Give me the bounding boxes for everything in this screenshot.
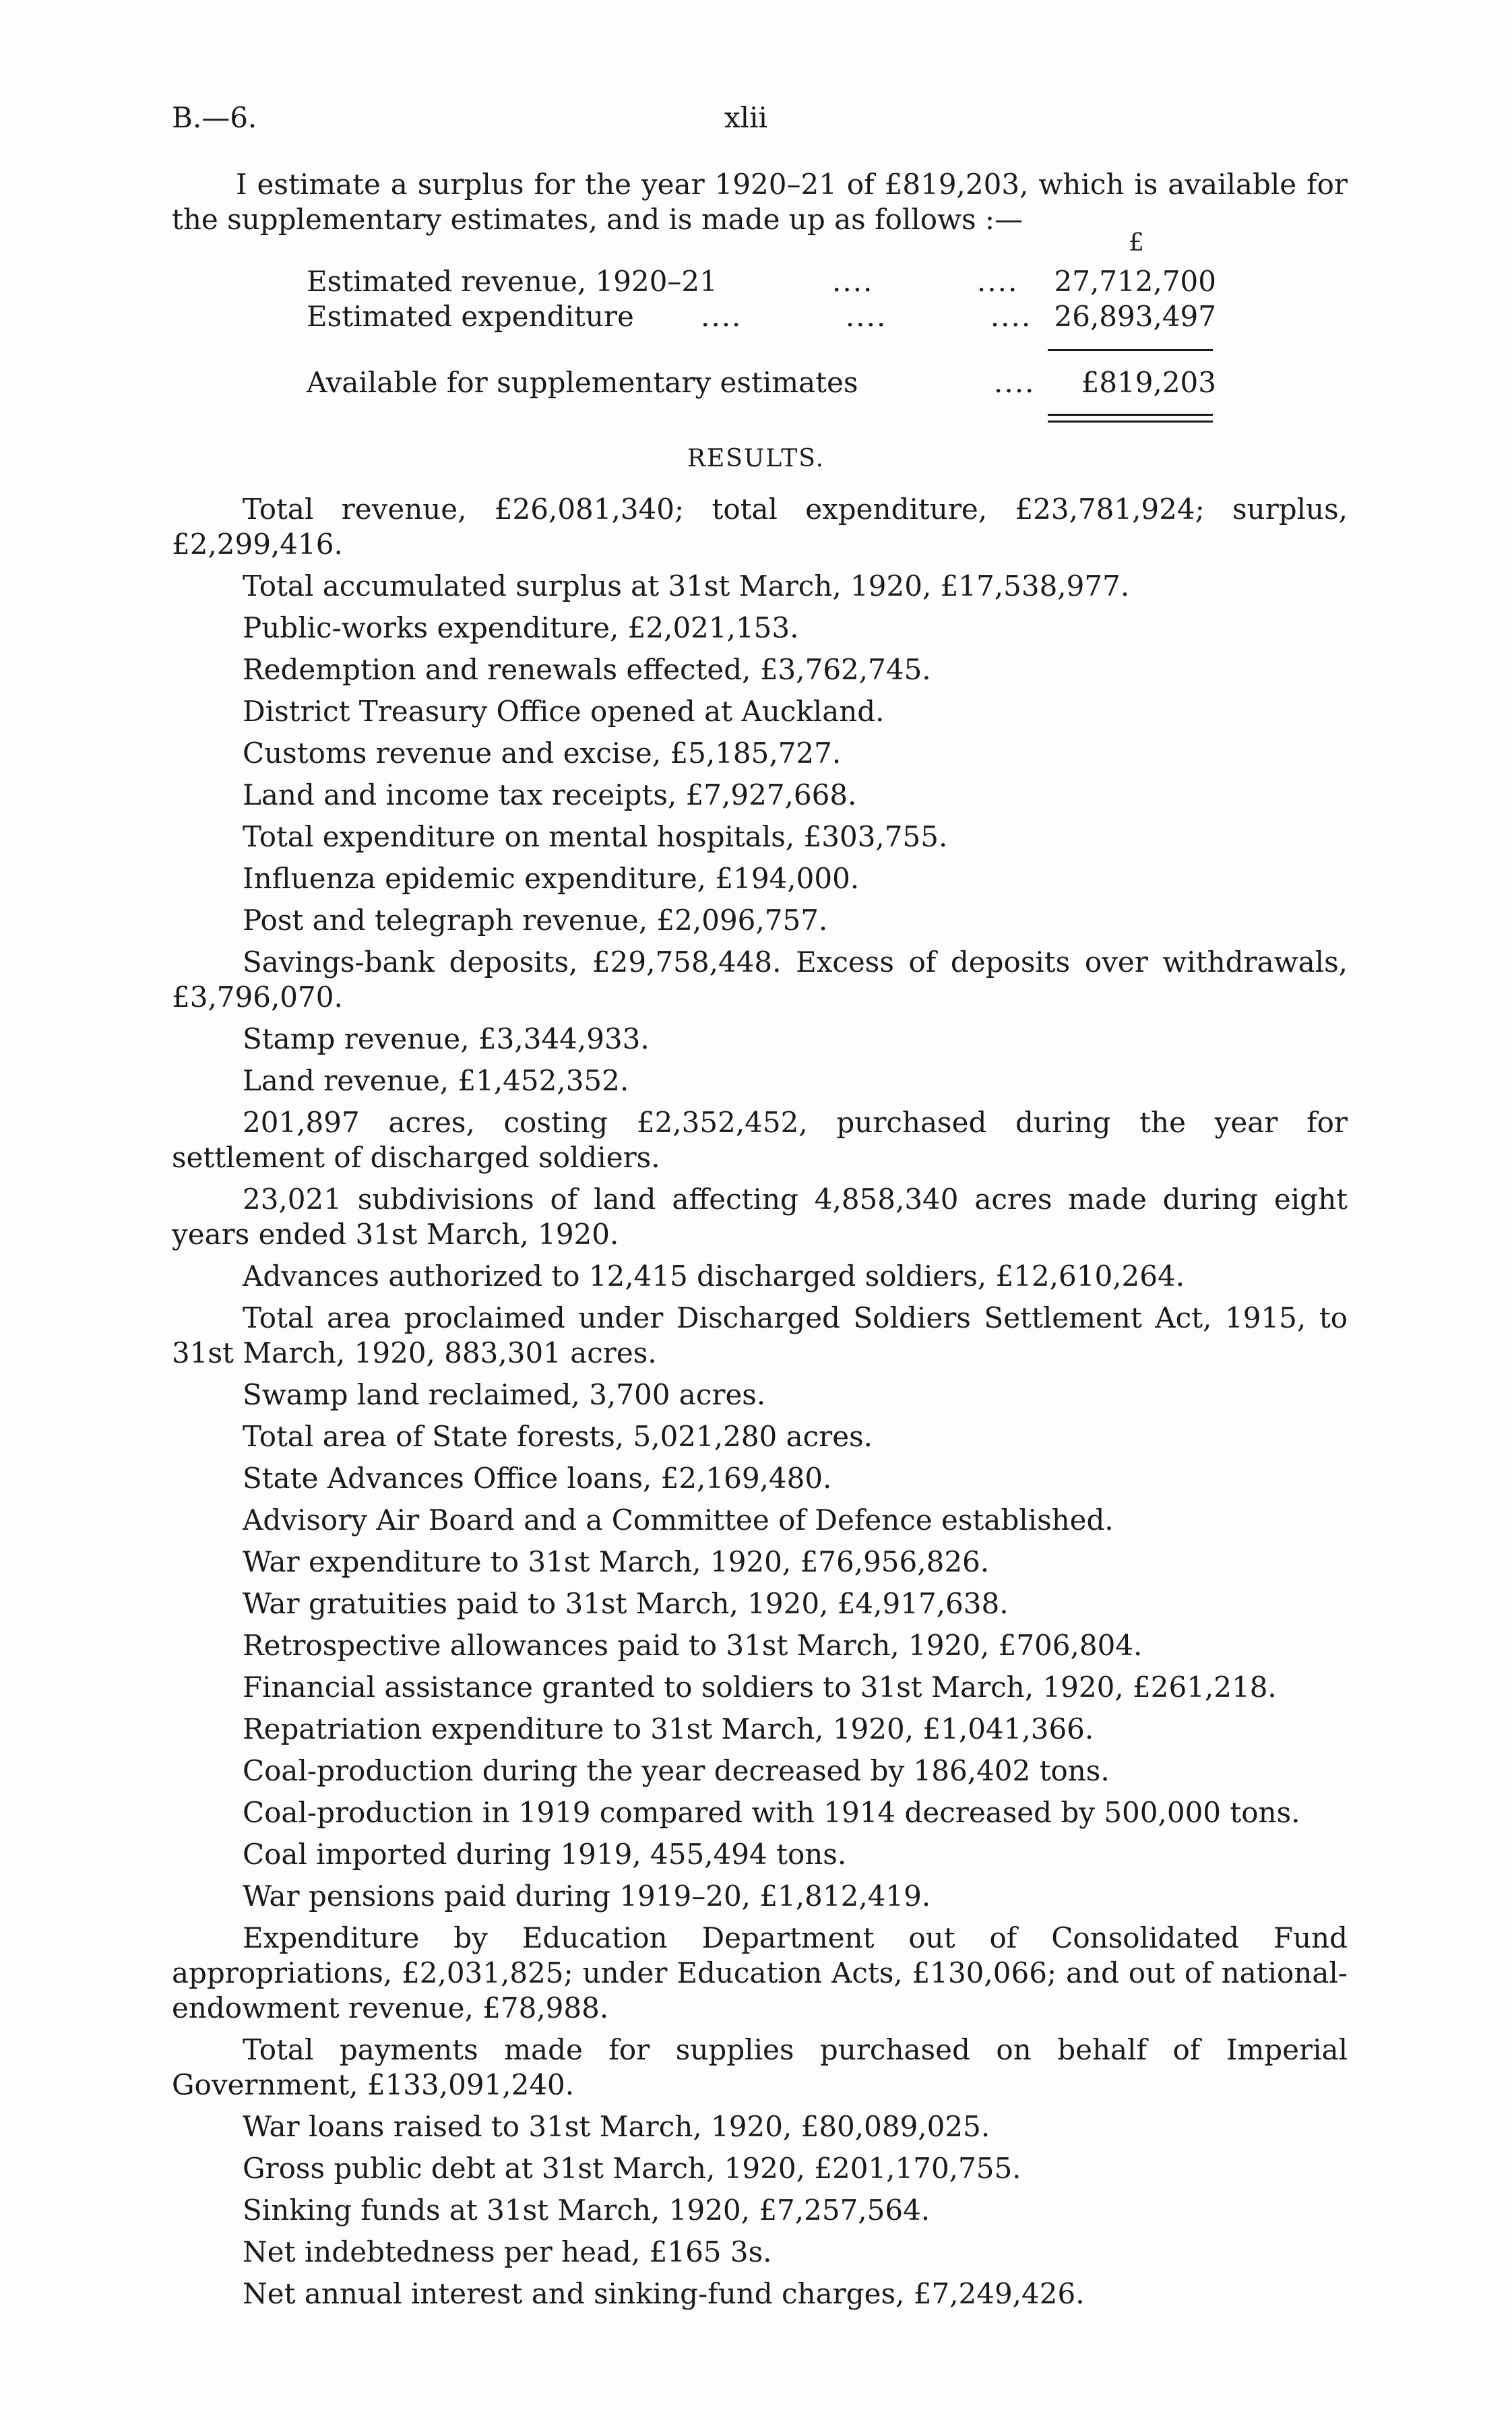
intro-paragraph: I estimate a surplus for the year 1920–21 of £819,203, which is available for the supplementary estimates, and is made up as follows :— [172, 168, 1348, 236]
results-list [172, 492, 1348, 2312]
list-item: Post and telegraph revenue, £2,096,757. [243, 904, 828, 937]
list-item: Redemption and renewals effected, £3,762,745. [243, 653, 931, 686]
list-item: War pensions paid during 1919–20, £1,812,419. [243, 1880, 931, 1913]
total-leader: .... [994, 366, 1036, 399]
row-label: Estimated revenue, 1920–21 [307, 265, 718, 298]
list-item: Net indebtedness per head, £165 3s. [243, 2235, 772, 2268]
row-label: Estimated expenditure [307, 300, 634, 333]
document-reference: B.—6. [172, 101, 257, 134]
list-item: State Advances Office loans, £2,169,480. [243, 1462, 832, 1495]
row-leader: .... .... .... [701, 300, 1032, 333]
table-row [307, 265, 1216, 300]
list-item: Stamp revenue, £3,344,933. [243, 1022, 650, 1055]
list-item: Land revenue, £1,452,352. [243, 1064, 629, 1097]
list-item: Savings-bank deposits, £29,758,448. Excess of deposits over withdrawals, £3,796,070. [172, 945, 1348, 1014]
currency-symbol: £ [1129, 229, 1144, 257]
list-item: Coal-production during the year decreased by 186,402 tons. [243, 1754, 1110, 1787]
surplus-table [307, 239, 1216, 399]
list-item: Financial assistance granted to soldiers to 31st March, 1920, £261,218. [243, 1671, 1277, 1704]
list-item: Advances authorized to 12,415 discharged soldiers, £12,610,264. [243, 1260, 1185, 1293]
table-total-row [307, 366, 1216, 401]
list-item: Sinking funds at 31st March, 1920, £7,257,564. [243, 2194, 931, 2227]
list-item: Retrospective allowances paid to 31st March, 1920, £706,804. [243, 1629, 1143, 1662]
list-item: Total area of State forests, 5,021,280 acres. [243, 1420, 873, 1453]
page-number: xlii [724, 101, 767, 134]
list-item: Public-works expenditure, £2,021,153. [243, 611, 799, 644]
total-label: Available for supplementary estimates [307, 366, 858, 399]
list-item: Total revenue, £26,081,340; total expenditure, £23,781,924; surplus, £2,299,416. [172, 493, 1348, 561]
list-item: Influenza epidemic expenditure, £194,000. [243, 862, 860, 895]
list-item: Gross public debt at 31st March, 1920, £201,170,755. [243, 2152, 1021, 2185]
list-item: Total area proclaimed under Discharged Soldiers Settlement Act, 1915, to 31st March, 1920, 883,301 acres. [172, 1301, 1348, 1369]
list-item: 23,021 subdivisions of land affecting 4,858,340 acres made during eight years ended 31st March, 1920. [172, 1183, 1348, 1251]
list-item: Land and income tax receipts, £7,927,668. [243, 778, 857, 811]
list-item: Coal imported during 1919, 455,494 tons. [243, 1838, 847, 1871]
table-row [307, 300, 1216, 335]
results-heading: RESULTS. [687, 445, 825, 472]
list-item: District Treasury Office opened at Auckland. [243, 695, 885, 728]
row-amount: 27,712,700 [1054, 265, 1216, 298]
row-amount: 26,893,497 [1054, 300, 1216, 333]
list-item: Net annual interest and sinking-fund charges, £7,249,426. [243, 2277, 1085, 2310]
list-item: Advisory Air Board and a Committee of Defence established. [243, 1503, 1114, 1537]
list-item: War loans raised to 31st March, 1920, £80,089,025. [243, 2110, 990, 2143]
list-item: Repatriation expenditure to 31st March, 1920, £1,041,366. [243, 1712, 1094, 1745]
list-item: Expenditure by Education Department out of Consolidated Fund appropriations, £2,031,825; under Education Acts, £130,066; and out of national-endowment revenue, £78,988. [172, 1921, 1348, 2024]
total-amount: £819,203 [1081, 366, 1216, 399]
subtotal-rule [1048, 349, 1213, 351]
list-item: War gratuities paid to 31st March, 1920, £4,917,638. [243, 1587, 1009, 1620]
list-item: 201,897 acres, costing £2,352,452, purchased during the year for settlement of discharged soldiers. [172, 1106, 1348, 1174]
list-item: Customs revenue and excise, £5,185,727. [243, 737, 842, 770]
list-item: War expenditure to 31st March, 1920, £76,956,826. [243, 1545, 990, 1578]
list-item: Swamp land reclaimed, 3,700 acres. [243, 1378, 766, 1411]
row-leader: .... .... [832, 265, 1019, 298]
list-item: Total accumulated surplus at 31st March, 1920, £17,538,977. [243, 569, 1130, 602]
list-item: Total expenditure on mental hospitals, £303,755. [243, 820, 948, 853]
total-double-rule-top [1048, 414, 1213, 416]
list-item: Total payments made for supplies purchased on behalf of Imperial Government, £133,091,240. [172, 2033, 1348, 2101]
list-item: Coal-production in 1919 compared with 1914 decreased by 500,000 tons. [243, 1796, 1300, 1829]
total-double-rule-bottom [1048, 421, 1213, 423]
